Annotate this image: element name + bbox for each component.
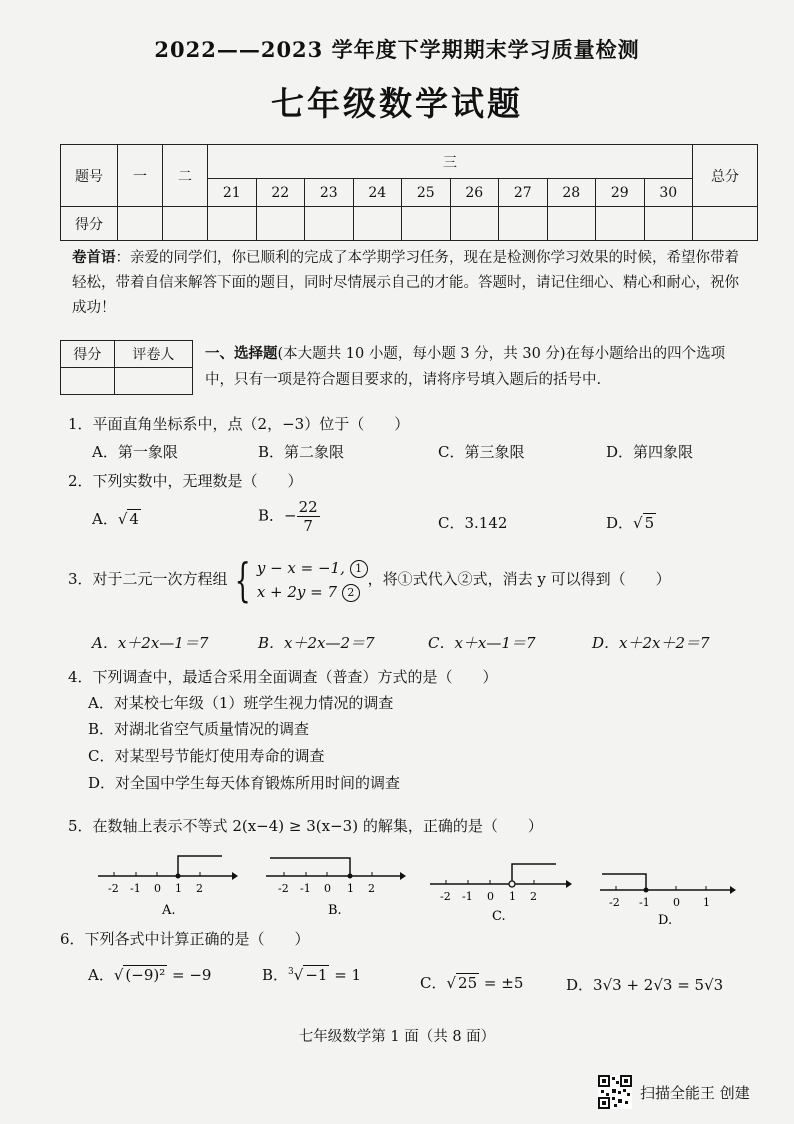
scanner-watermark: 扫描全能王 创建 bbox=[640, 1084, 750, 1102]
q2-b-numerator: 22 bbox=[298, 498, 318, 516]
endpoint-circle bbox=[509, 881, 515, 887]
score-table-col-2: 二 bbox=[163, 145, 208, 207]
q3-option-a[interactable]: A．x＋2x—1＝7 bbox=[92, 634, 209, 652]
qr-code-icon bbox=[598, 1075, 632, 1109]
score-table-col-1: 一 bbox=[118, 145, 163, 207]
score-cell[interactable] bbox=[118, 207, 163, 241]
q3-mark-1: 1 bbox=[350, 560, 368, 578]
q5-label-d: D. bbox=[658, 913, 673, 928]
score-cell[interactable] bbox=[208, 207, 257, 241]
score-table-sub-29: 29 bbox=[596, 179, 645, 207]
solution-ray bbox=[602, 874, 646, 890]
section-1-detail: (本大题共 10 小题，每小题 3 分，共 30 分) bbox=[277, 346, 566, 362]
tick-label: 0 bbox=[487, 890, 494, 903]
q6-b-index: 3 bbox=[288, 967, 294, 977]
q2-option-b[interactable] bbox=[258, 498, 320, 535]
total-score-cell[interactable] bbox=[693, 207, 758, 241]
q6-a-label: A． bbox=[88, 966, 114, 984]
tick-label: -1 bbox=[300, 882, 311, 895]
grader-box bbox=[60, 340, 193, 395]
score-cell[interactable] bbox=[305, 207, 354, 241]
endpoint-dot bbox=[176, 874, 181, 879]
grader-box-grader-cell[interactable] bbox=[114, 368, 192, 395]
question-4-stem: 4．下列调查中，最适合采用全面调查（普查）方式的是（ ） bbox=[68, 668, 498, 686]
question-1-stem: 1．平面直角坐标系中，点（2，−3）位于（ ） bbox=[68, 415, 410, 433]
q5-label-a: A. bbox=[162, 903, 176, 918]
q1-option-c[interactable]: C．第三象限 bbox=[438, 443, 525, 461]
section-1-instruction: 在每小题给出的四个选项中，只有一项是符合题目要求的，请将序号填入题后的括号中. bbox=[205, 346, 726, 388]
score-table-sub-25: 25 bbox=[402, 179, 451, 207]
q3-stem-pre: 3．对于二元一次方程组 bbox=[68, 570, 228, 588]
score-table-col-3-group: 三 bbox=[208, 145, 693, 179]
q6-a-rhs: = −9 bbox=[167, 966, 212, 984]
score-table-sub-26: 26 bbox=[450, 179, 499, 207]
exam-title: 七年级数学试题 bbox=[271, 84, 523, 123]
preface-lead: 卷首语 bbox=[72, 249, 116, 266]
q6-c-label: C． bbox=[420, 974, 447, 992]
q1-option-a[interactable]: A．第一象限 bbox=[92, 443, 178, 461]
q5-label-c: C. bbox=[492, 909, 506, 924]
score-cell[interactable] bbox=[450, 207, 499, 241]
tick-label: 2 bbox=[196, 882, 203, 895]
page-footer: 七年级数学第 1 面（共 8 面） bbox=[298, 1029, 496, 1045]
q6-option-c[interactable] bbox=[420, 972, 523, 993]
question-2-stem: 2．下列实数中，无理数是（ ） bbox=[68, 472, 303, 490]
solution-ray bbox=[270, 858, 350, 876]
q2-option-d[interactable] bbox=[606, 512, 656, 533]
exam-title-line1: 2022——2023 学年度下学期期末学习质量检测 bbox=[154, 37, 640, 62]
q2-b-label: B．− bbox=[258, 506, 297, 525]
q4-option-c[interactable]: C．对某型号节能灯使用寿命的调查 bbox=[88, 747, 325, 765]
q6-d-label: D． bbox=[566, 976, 594, 994]
q3-option-d[interactable]: D．x＋2x＋2＝7 bbox=[592, 634, 710, 652]
q3-brace: { bbox=[234, 553, 251, 607]
tick-label: -1 bbox=[462, 890, 473, 903]
tick-label: 2 bbox=[530, 890, 537, 903]
q5-number-line-a[interactable] bbox=[96, 848, 238, 918]
q5-number-line-d[interactable] bbox=[598, 862, 738, 932]
score-cell[interactable] bbox=[163, 207, 208, 241]
q2-d-label: D． bbox=[606, 514, 634, 532]
axis-arrow bbox=[730, 886, 736, 894]
endpoint-dot bbox=[348, 874, 353, 879]
tick-label: 1 bbox=[175, 882, 182, 895]
q4-option-d[interactable]: D．对全国中学生每天体育锻炼所用时间的调查 bbox=[88, 774, 401, 792]
tick-label: 1 bbox=[347, 882, 354, 895]
tick-label: -2 bbox=[278, 882, 289, 895]
q6-b-rhs: = 1 bbox=[329, 966, 362, 984]
grader-box-score-label: 得分 bbox=[61, 341, 115, 368]
question-5-stem: 5．在数轴上表示不等式 2(x−4) ≥ 3(x−3) 的解集，正确的是（ ） bbox=[68, 817, 543, 835]
score-cell[interactable] bbox=[499, 207, 548, 241]
preface bbox=[72, 245, 748, 321]
tick-label: -2 bbox=[440, 890, 451, 903]
tick-label: 1 bbox=[703, 896, 710, 909]
section-1-heading bbox=[205, 341, 750, 393]
q6-c-rhs: = ±5 bbox=[479, 974, 524, 992]
score-table bbox=[60, 144, 758, 241]
q5-label-b: B. bbox=[328, 903, 342, 918]
section-1-title: 一、选择题 bbox=[205, 345, 278, 362]
q4-option-b[interactable]: B．对湖北省空气质量情况的调查 bbox=[88, 720, 310, 738]
score-table-sub-28: 28 bbox=[547, 179, 596, 207]
score-cell[interactable] bbox=[353, 207, 402, 241]
score-table-sub-27: 27 bbox=[499, 179, 548, 207]
q2-d-radicand: 5 bbox=[644, 514, 655, 532]
tick-label: -1 bbox=[130, 882, 141, 895]
tick-label: -1 bbox=[639, 896, 650, 909]
q1-option-b[interactable]: B．第二象限 bbox=[258, 443, 345, 461]
q2-a-sqrt: √ 4 bbox=[117, 510, 139, 528]
q2-b-denominator: 7 bbox=[303, 517, 313, 535]
score-cell[interactable] bbox=[596, 207, 645, 241]
tick-label: -2 bbox=[609, 896, 620, 909]
q5-number-line-b[interactable] bbox=[264, 848, 406, 918]
q3-stem-post: ，将①式代入②式，消去 y 可以得到（ ） bbox=[367, 570, 671, 588]
tick-label: 1 bbox=[509, 890, 516, 903]
q6-b-label: B． bbox=[262, 966, 289, 984]
score-table-sub-23: 23 bbox=[305, 179, 354, 207]
score-table-sub-22: 22 bbox=[256, 179, 305, 207]
score-table-score-label: 得分 bbox=[61, 207, 118, 241]
q6-option-b[interactable] bbox=[262, 964, 361, 985]
q2-option-c[interactable]: C．3.142 bbox=[438, 514, 508, 532]
q6-b-radicand: −1 bbox=[305, 966, 328, 984]
q2-a-label: A． bbox=[92, 510, 118, 528]
score-cell[interactable] bbox=[547, 207, 596, 241]
q6-a-radicand: (−9)² bbox=[125, 966, 166, 984]
question-3-stem bbox=[68, 553, 671, 607]
q2-d-sqrt: √ 5 bbox=[633, 514, 655, 532]
q2-a-radicand: 4 bbox=[129, 510, 139, 528]
q6-option-a[interactable] bbox=[88, 964, 211, 985]
q2-option-a[interactable] bbox=[92, 508, 141, 529]
score-cell[interactable] bbox=[402, 207, 451, 241]
q6-option-d[interactable] bbox=[566, 974, 723, 995]
endpoint-dot bbox=[644, 888, 649, 893]
question-6-stem: 6．下列各式中计算正确的是（ ） bbox=[60, 930, 310, 948]
q6-c-radicand: 25 bbox=[458, 974, 478, 992]
axis-arrow bbox=[232, 872, 238, 880]
score-table-total-label: 总分 bbox=[693, 145, 758, 207]
tick-label: -2 bbox=[108, 882, 119, 895]
grader-box-score-cell[interactable] bbox=[61, 368, 115, 395]
score-table-sub-21: 21 bbox=[208, 179, 257, 207]
q6-d-expression: 3√3 + 2√3 = 5√3 bbox=[593, 976, 724, 994]
q3-eq1: y − x = −1, bbox=[256, 559, 345, 577]
q6-a-sqrt: √ (−9)² bbox=[113, 966, 166, 984]
score-table-header-label: 题号 bbox=[61, 145, 118, 207]
q2-b-fraction bbox=[297, 498, 320, 535]
tick-label: 0 bbox=[154, 882, 161, 895]
axis-arrow bbox=[566, 880, 572, 888]
q3-mark-2: 2 bbox=[342, 584, 360, 602]
q3-eq2: x + 2y = 7 bbox=[256, 583, 338, 601]
tick-label: 2 bbox=[368, 882, 375, 895]
q4-option-a[interactable]: A．对某校七年级（1）班学生视力情况的调查 bbox=[88, 694, 394, 712]
q5-number-line-c[interactable] bbox=[428, 856, 574, 926]
axis-arrow bbox=[400, 872, 406, 880]
score-cell[interactable] bbox=[256, 207, 305, 241]
score-table-sub-30: 30 bbox=[644, 179, 693, 207]
q3-option-c[interactable]: C．x＋x—1＝7 bbox=[428, 634, 536, 652]
tick-label: 0 bbox=[673, 896, 680, 909]
score-cell[interactable] bbox=[644, 207, 693, 241]
preface-text: ：亲爱的同学们，你已顺利的完成了本学期学习任务，现在是检测你学习效果的时候，希望你带着轻松，带着自信来解答下面的题目，同时尽情展示自己的才能。答题时，请记住细心、精心和耐心，祝你成功！ bbox=[72, 250, 739, 316]
score-table-sub-24: 24 bbox=[353, 179, 402, 207]
q3-system bbox=[257, 556, 368, 604]
q3-option-b[interactable]: B．x＋2x—2＝7 bbox=[258, 634, 375, 652]
q1-option-d[interactable]: D．第四象限 bbox=[606, 443, 694, 461]
tick-label: 0 bbox=[324, 882, 331, 895]
grader-box-grader-label: 评卷人 bbox=[114, 341, 192, 368]
q6-c-sqrt: √ 25 bbox=[446, 974, 478, 992]
q6-b-sqrt: √ −1 bbox=[293, 966, 328, 984]
